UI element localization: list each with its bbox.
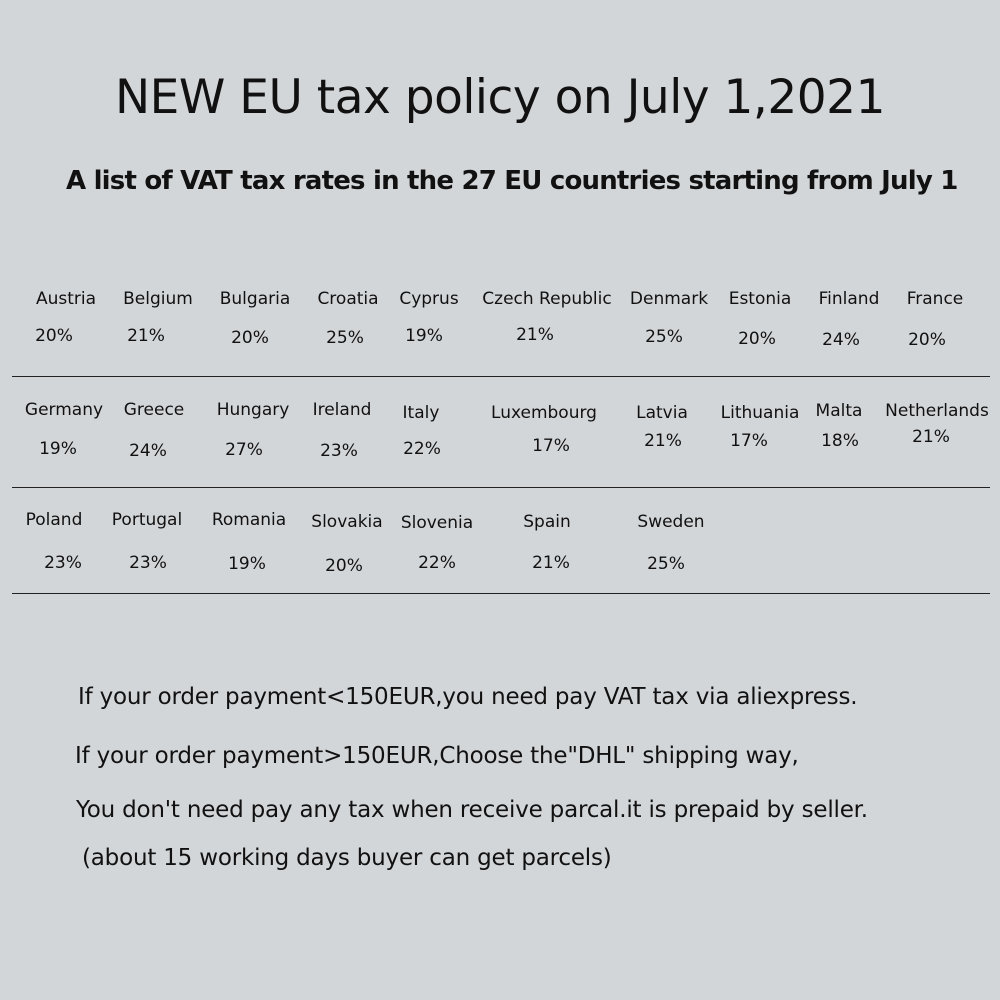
country-name: Lithuania [720,403,800,423]
vat-rate: 23% [320,441,358,461]
vat-rate: 21% [912,427,950,447]
country-name: Slovakia [311,512,383,532]
country-name: Sweden [637,512,705,532]
note-line-4: (about 15 working days buyer can get parcels) [82,845,612,871]
vat-rate: 27% [225,440,263,460]
vat-rate: 19% [39,439,77,459]
country-name: Poland [25,510,83,530]
country-name: Spain [523,512,571,532]
vat-rate: 23% [44,553,82,573]
vat-rate: 25% [326,328,364,348]
country-name: Germany [24,400,104,420]
country-name: Netherlands [885,401,989,421]
country-name: Greece [123,400,185,420]
vat-rate: 24% [129,441,167,461]
country-name: Czech Republic [482,289,612,309]
vat-rate: 21% [644,431,682,451]
country-name: Belgium [123,289,193,309]
vat-rate: 17% [532,436,570,456]
note-line-2: If your order payment>150EUR,Choose the"DHL" shipping way, [75,743,799,769]
note-line-3: You don't need pay any tax when receive parcal.it is prepaid by seller. [76,797,868,823]
vat-rate: 20% [325,556,363,576]
row-divider [12,487,990,488]
table-bottom-rule [12,593,990,594]
vat-rate: 24% [822,330,860,350]
country-name: Hungary [216,400,290,420]
vat-rate: 21% [127,326,165,346]
country-name: Croatia [317,289,379,309]
vat-rate: 22% [403,439,441,459]
country-name: Luxembourg [491,403,597,423]
vat-rate: 25% [645,327,683,347]
country-name: Cyprus [399,289,459,309]
page-subtitle: A list of VAT tax rates in the 27 EU countries starting from July 1 [66,166,958,196]
vat-rate: 23% [129,553,167,573]
note-line-1: If your order payment<150EUR,you need pay VAT tax via aliexpress. [78,684,858,710]
row-divider [12,376,990,377]
vat-rate: 20% [908,330,946,350]
vat-rate: 18% [821,431,859,451]
country-name: France [906,289,964,309]
country-name: Portugal [111,510,183,530]
country-name: Austria [35,289,97,309]
vat-rate: 20% [231,328,269,348]
vat-rate: 22% [418,553,456,573]
country-name: Romania [211,510,287,530]
vat-rate: 21% [532,553,570,573]
vat-rate: 25% [647,554,685,574]
vat-rate: 20% [35,326,73,346]
vat-rate: 21% [516,325,554,345]
page-title: NEW EU tax policy on July 1,2021 [115,70,885,125]
vat-rate: 20% [738,329,776,349]
vat-rate: 17% [730,431,768,451]
country-name: Malta [815,401,863,421]
country-name: Denmark [629,289,709,309]
country-name: Ireland [312,400,372,420]
vat-rate: 19% [228,554,266,574]
country-name: Finland [818,289,880,309]
country-name: Bulgaria [219,289,291,309]
country-name: Estonia [728,289,792,309]
vat-rate: 19% [405,326,443,346]
country-name: Italy [402,403,440,423]
country-name: Latvia [636,403,688,423]
country-name: Slovenia [400,513,474,533]
